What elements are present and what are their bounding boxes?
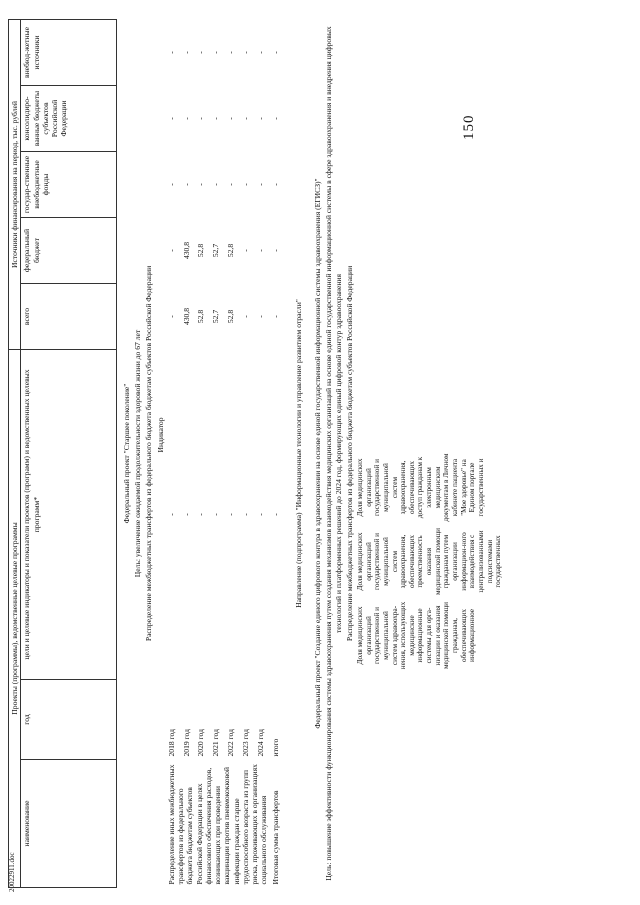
header-col-indicators: цели и целевые индикаторы и показатели проектов (программ) и ведомственных целевых программ* xyxy=(21,350,117,680)
page-number: 150 xyxy=(461,114,477,140)
rotated-page-content xyxy=(8,28,628,888)
section2-indicator-cell: Доля медицинских организаций государственной и муниципальной систем здравоохранения, обеспечивающих доступ гражданам к электронным медицинским документам в Личном кабинете пациента "Мое здоровье" на Едином портале государственных и xyxy=(356,453,485,522)
row-extra: - xyxy=(196,51,206,54)
section1-distribution: Распределение межбюджетных трансфертов из федерального бюджета бюджетам субъектов Российской Федерации xyxy=(144,265,154,642)
header-projects-group: Проекты (программы), ведомственные целевые программы xyxy=(9,350,21,888)
row-total: - xyxy=(166,315,176,318)
section2-indicator-cell: Доля медицинских организаций государственной и муниципальной систем здравоохра-нения, использующих медицинские информационные системы для орга-низации и оказания медицинской помощи гражданам, обеспечивающих информационное xyxy=(356,601,477,670)
row-indicator: - xyxy=(255,513,265,516)
row-federal: 52,8 xyxy=(196,243,206,258)
header-row-columns xyxy=(21,20,117,888)
row-indicator: - xyxy=(166,513,176,516)
row-state-funds: - xyxy=(196,183,206,186)
section1-row xyxy=(240,20,255,888)
row-extra: - xyxy=(240,51,250,54)
row-consolidated: - xyxy=(255,117,265,120)
header-col-year: год xyxy=(21,680,117,760)
row-indicator: - xyxy=(226,513,235,516)
section1-item-name: Распределение иных межбюджетных трансфертов из федерального бюджета бюджетам субъектов Российской Федерации в целях финансового обеспечения расходов, возникающих при проведении вакцинации против пневмококковой инфекции граждан старше трудоспособного возраста из групп риска, проживающих в организациях социального обслуживания xyxy=(166,764,269,885)
row-federal: - xyxy=(240,249,250,252)
section2-indicator-cell: Доля медицинских организаций государственной и муниципальной систем здравоохранения, обеспечивающих преемственность оказания медицинской помощи гражданам путем организации информацион-ного взаимодействия с централизованными подсистемами государственных xyxy=(356,527,503,596)
row-consolidated: - xyxy=(226,117,235,120)
row-total: 52,7 xyxy=(211,309,221,324)
row-indicator: - xyxy=(240,513,250,516)
row-year: 2019 год xyxy=(181,729,191,757)
row-total: - xyxy=(240,315,250,318)
row-total: 52,8 xyxy=(226,309,235,324)
financing-table xyxy=(8,19,504,888)
row-extra: - xyxy=(181,51,191,54)
section1-indicator-label: Индикатор xyxy=(155,417,165,453)
section1-row xyxy=(255,20,270,888)
section1-total-row xyxy=(270,20,281,888)
total-label: Итоговая сумма трансфертов xyxy=(270,790,280,885)
row-extra: - xyxy=(211,51,221,54)
section2-indicator-row xyxy=(355,20,504,888)
total-extra: - xyxy=(270,51,280,54)
row-year: 2018 год xyxy=(166,729,176,757)
section2-project-title: Федеральный проект "Создание единого цифрового контура в здравоохранении на основе единой государственной информационной системы здравоохранения (ЕГИСЗ)" xyxy=(313,178,322,729)
row-year: 2023 год xyxy=(240,729,250,757)
header-col-name: наименование xyxy=(21,760,117,888)
header-col-extra: внебюд-жетные источники xyxy=(21,20,117,86)
row-total: 52,8 xyxy=(196,309,206,324)
row-extra: - xyxy=(255,51,265,54)
row-state-funds: - xyxy=(181,183,191,186)
section1-goal: Цель: увеличение ожидаемой продолжительности здоровой жизни до 67 лет xyxy=(133,329,142,578)
row-state-funds: - xyxy=(166,183,176,186)
row-federal: 52,8 xyxy=(226,243,235,258)
row-indicator: - xyxy=(181,513,191,516)
row-year: 2020 год xyxy=(196,729,206,757)
header-col-state-funds: государ-ственные внебюджетные фонды xyxy=(21,152,117,218)
row-indicator: - xyxy=(196,513,206,516)
total-total: - xyxy=(270,315,280,318)
row-extra: - xyxy=(166,51,176,54)
row-extra: - xyxy=(226,51,235,54)
section1-row xyxy=(166,20,181,888)
row-federal: - xyxy=(255,249,265,252)
section1-row xyxy=(225,20,240,888)
row-consolidated: - xyxy=(181,117,191,120)
header-row-groups xyxy=(9,20,21,888)
row-year: 2022 год xyxy=(226,729,235,757)
header-col-federal: федеральный бюджет xyxy=(21,218,117,284)
row-state-funds: - xyxy=(240,183,250,186)
section1-row xyxy=(195,20,210,888)
row-consolidated: - xyxy=(211,117,221,120)
row-state-funds: - xyxy=(255,183,265,186)
row-year: 2024 год xyxy=(255,729,265,757)
header-col-consolidated: консолидиро-ванные бюджеты субъектов Российской Федерации xyxy=(21,86,117,152)
row-consolidated: - xyxy=(166,117,176,120)
row-year: 2021 год xyxy=(211,729,221,757)
row-state-funds: - xyxy=(211,183,221,186)
total-federal: - xyxy=(270,249,280,252)
row-state-funds: - xyxy=(226,183,235,186)
row-federal: 430,8 xyxy=(181,241,191,260)
section1-row xyxy=(210,20,225,888)
row-consolidated: - xyxy=(196,117,206,120)
section2-direction: Направление (подпрограмма) "Информационные технологии и управление развитием отрасли" xyxy=(293,299,303,608)
row-indicator: - xyxy=(211,513,221,516)
section1-project-title: Федеральный проект "Старшее поколение" xyxy=(121,383,131,524)
section2-distribution: Распределение межбюджетных трансфертов из федерального бюджета бюджетам субъектов Российской Федерации xyxy=(344,265,354,642)
row-federal: - xyxy=(166,249,176,252)
row-total: 430,8 xyxy=(181,307,191,326)
row-federal: 52,7 xyxy=(211,243,221,258)
header-sources-group: Источники финансирования на период, тыс. рублей xyxy=(9,20,21,350)
row-consolidated: - xyxy=(240,117,250,120)
total-indicator: - xyxy=(270,513,280,516)
total-year: итого xyxy=(270,738,280,757)
section2-goal: Цель: повышение эффективности функционирования системы здравоохранения путем создания механизмов взаимодействия медицинских организаций на основе единой государственной информационной системы в сфере здравоохранения и внедрения цифровых технологий и платформенных решений до 2024 год, формирующих единый цифровой контур здравоохранения xyxy=(324,26,343,881)
row-total: - xyxy=(255,315,265,318)
footer-doc-code: 20022911.doc xyxy=(8,852,16,892)
section1-row xyxy=(181,20,196,888)
total-consolidated: - xyxy=(270,117,280,120)
header-col-total: всего xyxy=(21,284,117,350)
total-state-funds: - xyxy=(270,183,280,186)
